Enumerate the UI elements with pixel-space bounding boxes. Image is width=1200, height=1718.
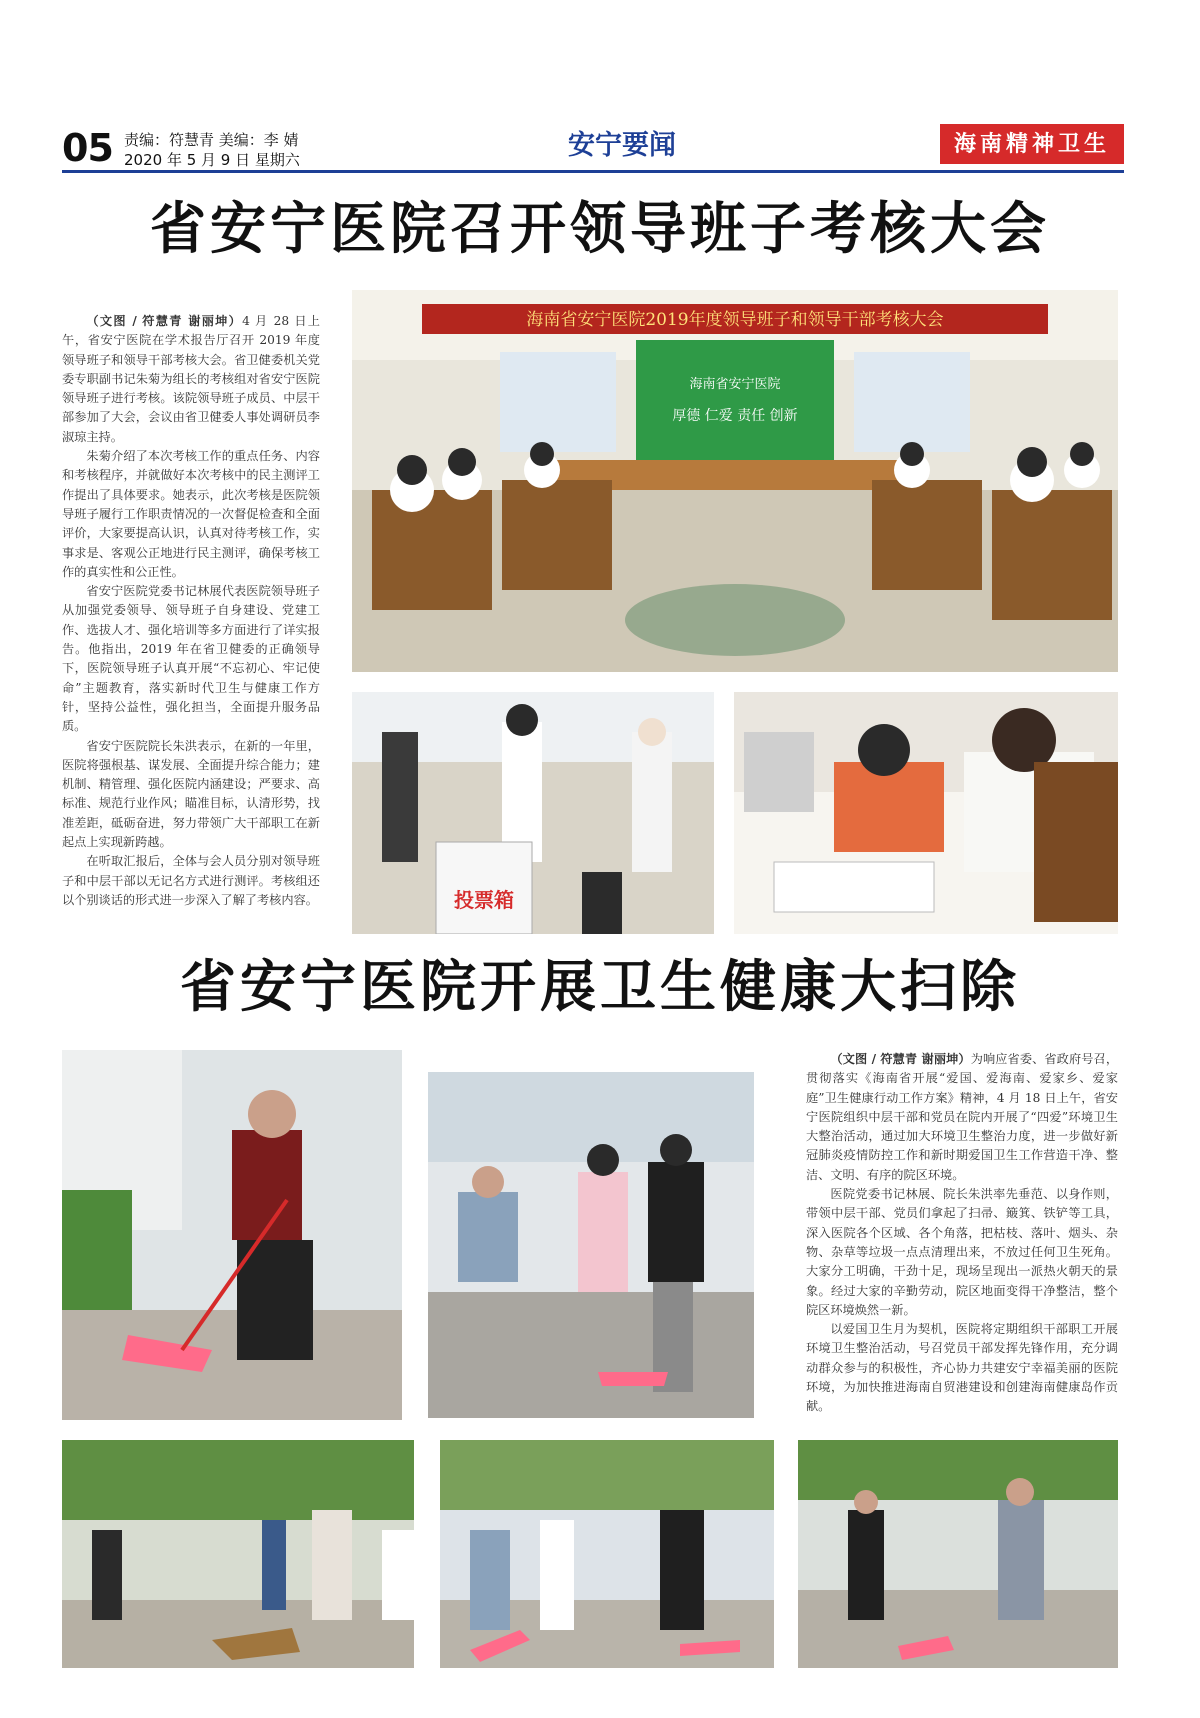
article2-paragraph: 为响应省委、省政府号召，贯彻落实《海南省开展“爱国、爱海南、爱家乡、爱家庭”卫生健康行动工作方案》精神，4 月 18 日上午，省安宁医院组织中层干部和党员在院内开展了“四爱”环境卫生大整治活动，通过加大环境卫生整治力度，进一步做好新冠肺炎疫情防控工作和新时期爱国卫生工作营造干净、整洁、文明、有序的院区环境。 xyxy=(806,1052,1119,1182)
article1-body xyxy=(62,312,320,910)
article2-headline: 省安宁医院开展卫生健康大扫除 xyxy=(180,955,1020,1020)
screen-motto-text: 厚德 仁爱 责任 创新 xyxy=(672,408,798,424)
ballot-box-label: 投票箱 xyxy=(454,888,514,912)
paper-name-badge: 海南精神卫生 xyxy=(940,124,1124,164)
screen-logo-text: 海南省安宁医院 xyxy=(689,377,781,392)
article1-paragraph: 省安宁医院院长朱洪表示，在新的一年里，医院将强根基、谋发展、全面提升综合能力；建机制、精管理、强化医院内涵建设；严要求、高标准、规范行业作风；瞄准目标，认清形势，找准差距，砥砺奋进，努力带领广大干部职工在新起点上实现新跨越。 xyxy=(62,738,320,850)
article2-paragraph: 以爱国卫生月为契机，医院将定期组织干部职工开展环境卫生整治活动，号召党员干部发挥先锋作用，充分调动群众参与的积极性，齐心协力共建安宁幸福美丽的医院环境，为加快推进海南自贸港建设和创建海南健康岛作贡献。 xyxy=(806,1322,1118,1414)
editors-line: 责编：符慧青 美编：李 婧 xyxy=(124,131,299,149)
floor-emblem xyxy=(625,584,845,656)
article2-byline: （文图 / 符慧青 谢丽坤） xyxy=(830,1052,971,1066)
article1-paragraph: 省安宁医院党委书记林展代表医院领导班子从加强党委领导、领导班子自身建设、党建工作、选拔人才、强化培训等多方面进行了详实报告。他指出，2019 年在省卫健委的正确领导下，医院领导班子认真开展“不忘初心、牢记使命”主题教育，落实新时代卫生与健康工作方针，坚持公益性，强化担当，全面提升服务品质。 xyxy=(62,584,320,734)
article2-paragraph: 医院党委书记林展、院长朱洪率先垂范、以身作则，带领中层干部、党员们拿起了扫帚、簸箕、铁铲等工具，深入医院各个区域、各个角落，把枯枝、落叶、烟头、杂物、杂草等垃圾一点点清理出来，不放过任何卫生死角。大家分工明确，干劲十足，现场呈现出一派热火朝天的景象。经过大家的辛勤劳动，院区地面变得干净整洁，整个院区环境焕然一新。 xyxy=(806,1187,1118,1317)
banner-text: 海南省安宁医院2019年度领导班子和领导干部考核大会 xyxy=(526,310,944,330)
sweeping-photo-1 xyxy=(62,1050,402,1420)
issue-date: 2020 年 5 月 9 日 星期六 xyxy=(124,151,300,169)
article1-headline: 省安宁医院召开领导班子考核大会 xyxy=(150,197,1050,262)
masthead-rule xyxy=(62,170,1124,173)
article1-paragraph: 朱菊介绍了本次考核工作的重点任务、内容和考核程序，并就做好本次考核中的民主测评工作提出了具体要求。她表示，此次考核是医院领导班子履行工作职责情况的一次督促检查和全面评价，大家要提高认识，认真对待考核工作，实事求是、客观公正地进行民主测评，确保考核工作的真实性和公正性。 xyxy=(62,449,320,579)
sweeping-photo-4 xyxy=(440,1440,774,1668)
masthead xyxy=(62,122,1124,174)
article1-paragraph: 在听取汇报后，全体与会人员分别对领导班子和中层干部以无记名方式进行测评。考核组还以个别谈话的形式进一步深入了解了考核内容。 xyxy=(62,854,320,907)
page-number: 05 xyxy=(62,126,113,170)
sweeping-photo-2 xyxy=(428,1072,754,1418)
article1-paragraph: 4 月 28 日上午，省安宁医院在学术报告厅召开 2019 年度领导班子和领导干部考核大会。省卫健委机关党委专职副书记朱菊为组长的考核组对省安宁医院领导班子进行考核。该院领导班子成员、中层干部参加了大会，会议由省卫健委人事处调研员李淑琼主持。 xyxy=(62,314,320,444)
ballot-box-photo xyxy=(352,692,714,934)
meeting-hall-photo xyxy=(352,290,1118,672)
article2-body xyxy=(806,1050,1118,1417)
masthead-meta xyxy=(124,130,300,170)
sweeping-photo-3 xyxy=(62,1440,414,1668)
sweeping-photo-5 xyxy=(798,1440,1118,1668)
section-title: 安宁要闻 xyxy=(568,130,676,161)
evaluation-writing-photo xyxy=(734,692,1118,934)
article1-byline: （文图 / 符慧青 谢丽坤） xyxy=(86,314,243,328)
